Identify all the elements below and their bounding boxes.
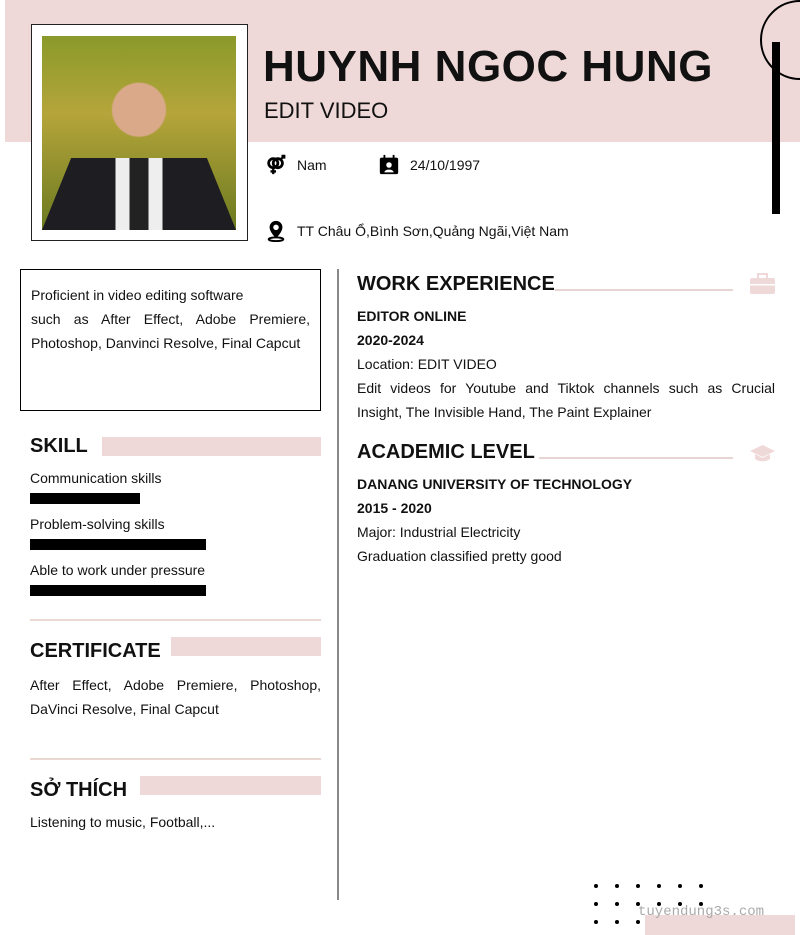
- location-pin-icon: [265, 220, 287, 242]
- gender-value: Nam: [297, 157, 327, 173]
- divider: [30, 758, 321, 760]
- dot: [615, 902, 619, 906]
- skill-label: Problem-solving skills: [30, 516, 165, 532]
- summary-line: such as After Effect, Adobe Premiere, Photoshop, Danvinci Resolve, Final Capcut: [31, 311, 310, 351]
- dot: [657, 884, 661, 888]
- work-heading-line: [555, 289, 733, 291]
- gender-info: [265, 154, 327, 176]
- work-section: [357, 304, 775, 424]
- gender-icon: [265, 154, 287, 176]
- academic-school: DANANG UNIVERSITY OF TECHNOLOGY: [357, 476, 633, 492]
- address-value: TT Châu Ổ,Bình Sơn,Quảng Ngãi,Việt Nam: [297, 223, 569, 239]
- skill-level-bar: [30, 539, 206, 550]
- dot: [615, 920, 619, 924]
- academic-grade: Graduation classified pretty good: [357, 548, 562, 564]
- work-position: EDITOR ONLINE: [357, 308, 467, 324]
- academic-heading-line: [539, 457, 733, 459]
- column-divider: [337, 269, 339, 900]
- academic-years: 2015 - 2020: [357, 500, 432, 516]
- dot: [594, 902, 598, 906]
- full-name: HUYNH NGOC HUNG: [263, 42, 713, 91]
- certificate-heading: CERTIFICATE: [30, 640, 161, 662]
- address-info: [265, 220, 569, 242]
- decorative-bar: [772, 42, 780, 214]
- skill-level-bar: [30, 493, 140, 504]
- skill-heading-bar: [102, 437, 321, 456]
- summary-box: [20, 269, 321, 411]
- graduation-cap-icon: [749, 443, 776, 463]
- birthday-value: 24/10/1997: [410, 157, 481, 173]
- summary-line: Proficient in video editing software: [31, 287, 244, 303]
- work-description: Edit videos for Youtube and Tiktok channels such as Crucial Insight, The Invisible Hand, The Paint Explainer: [357, 380, 775, 420]
- academic-major: Major: Industrial Electricity: [357, 524, 521, 540]
- certificate-heading-bar: [171, 637, 321, 656]
- calendar-icon: [378, 154, 400, 176]
- job-title: EDIT VIDEO: [264, 98, 389, 123]
- work-heading: WORK EXPERIENCE: [357, 273, 555, 295]
- briefcase-icon: [749, 273, 776, 295]
- dot: [699, 884, 703, 888]
- dot: [594, 884, 598, 888]
- dot: [594, 920, 598, 924]
- watermark: tuyendung3s.com: [638, 904, 765, 920]
- divider: [30, 619, 321, 621]
- hobby-heading-bar: [140, 776, 321, 795]
- work-years: 2020-2024: [357, 332, 424, 348]
- dot: [636, 884, 640, 888]
- hobby-text: Listening to music, Football,...: [30, 814, 216, 830]
- work-location: Location: EDIT VIDEO: [357, 356, 497, 372]
- academic-heading: ACADEMIC LEVEL: [357, 441, 535, 463]
- birthday-info: [378, 154, 480, 176]
- academic-section: [357, 472, 775, 568]
- dot: [615, 884, 619, 888]
- skill-heading: SKILL: [30, 435, 88, 457]
- dot: [678, 884, 682, 888]
- skill-label: Communication skills: [30, 470, 162, 486]
- skill-label: Able to work under pressure: [30, 562, 206, 578]
- hobby-heading: SỞ THÍCH: [30, 779, 128, 801]
- dot: [636, 920, 640, 924]
- certificate-text: After Effect, Adobe Premiere, Photoshop, DaVinci Resolve, Final Capcut: [30, 677, 321, 717]
- skill-level-bar: [30, 585, 206, 596]
